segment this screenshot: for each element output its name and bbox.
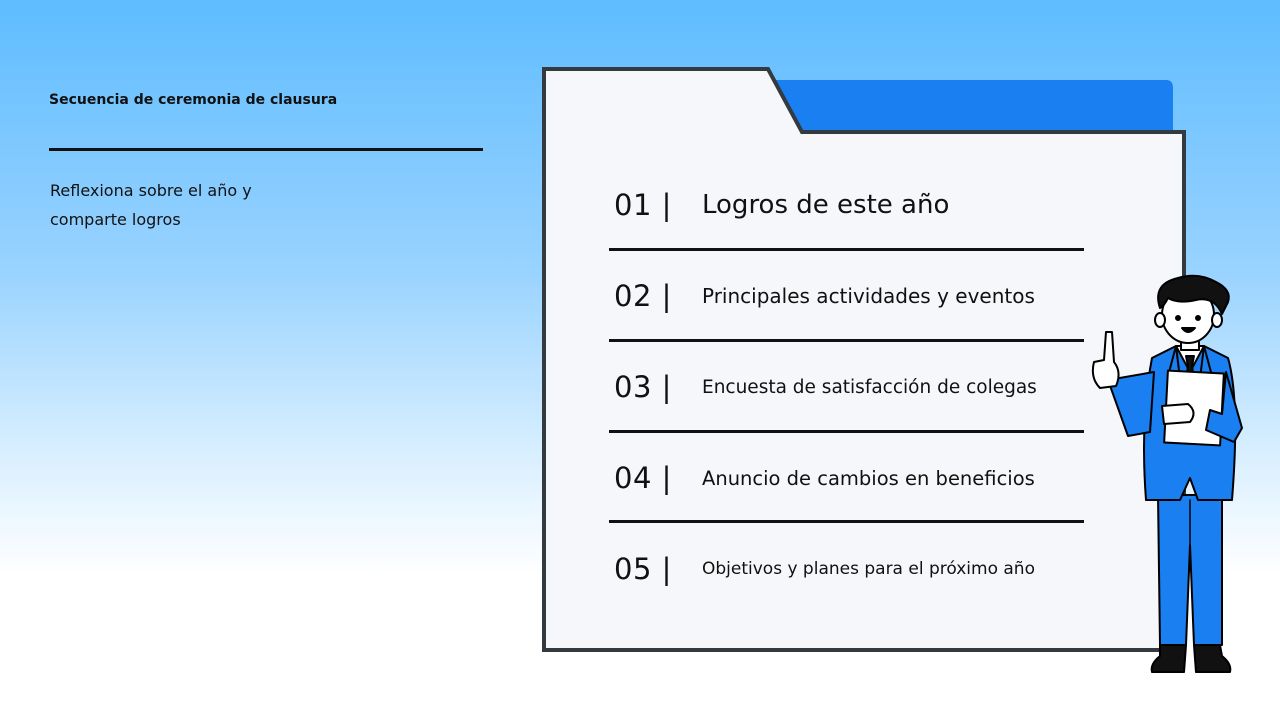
slide-title: Secuencia de ceremonia de clausura [49,92,338,108]
agenda-label-3: Encuesta de satisfacción de colegas [702,376,1037,398]
agenda-number-1: 01 | [614,188,672,222]
agenda-label-2: Principales actividades y eventos [702,284,1035,308]
agenda-number-2: 02 | [614,279,672,313]
agenda-label-4: Anuncio de cambios en beneficios [702,466,1035,490]
agenda-number-3: 03 | [614,370,672,404]
agenda-label-1: Logros de este año [702,190,950,220]
agenda-label-5: Objetivos y planes para el próximo año [702,559,1035,579]
agenda-number-4: 04 | [614,461,672,495]
subtitle-line-1: Reflexiona sobre el año y [50,181,252,200]
subtitle-line-2: comparte logros [50,210,181,229]
agenda-number-5: 05 | [614,552,672,586]
